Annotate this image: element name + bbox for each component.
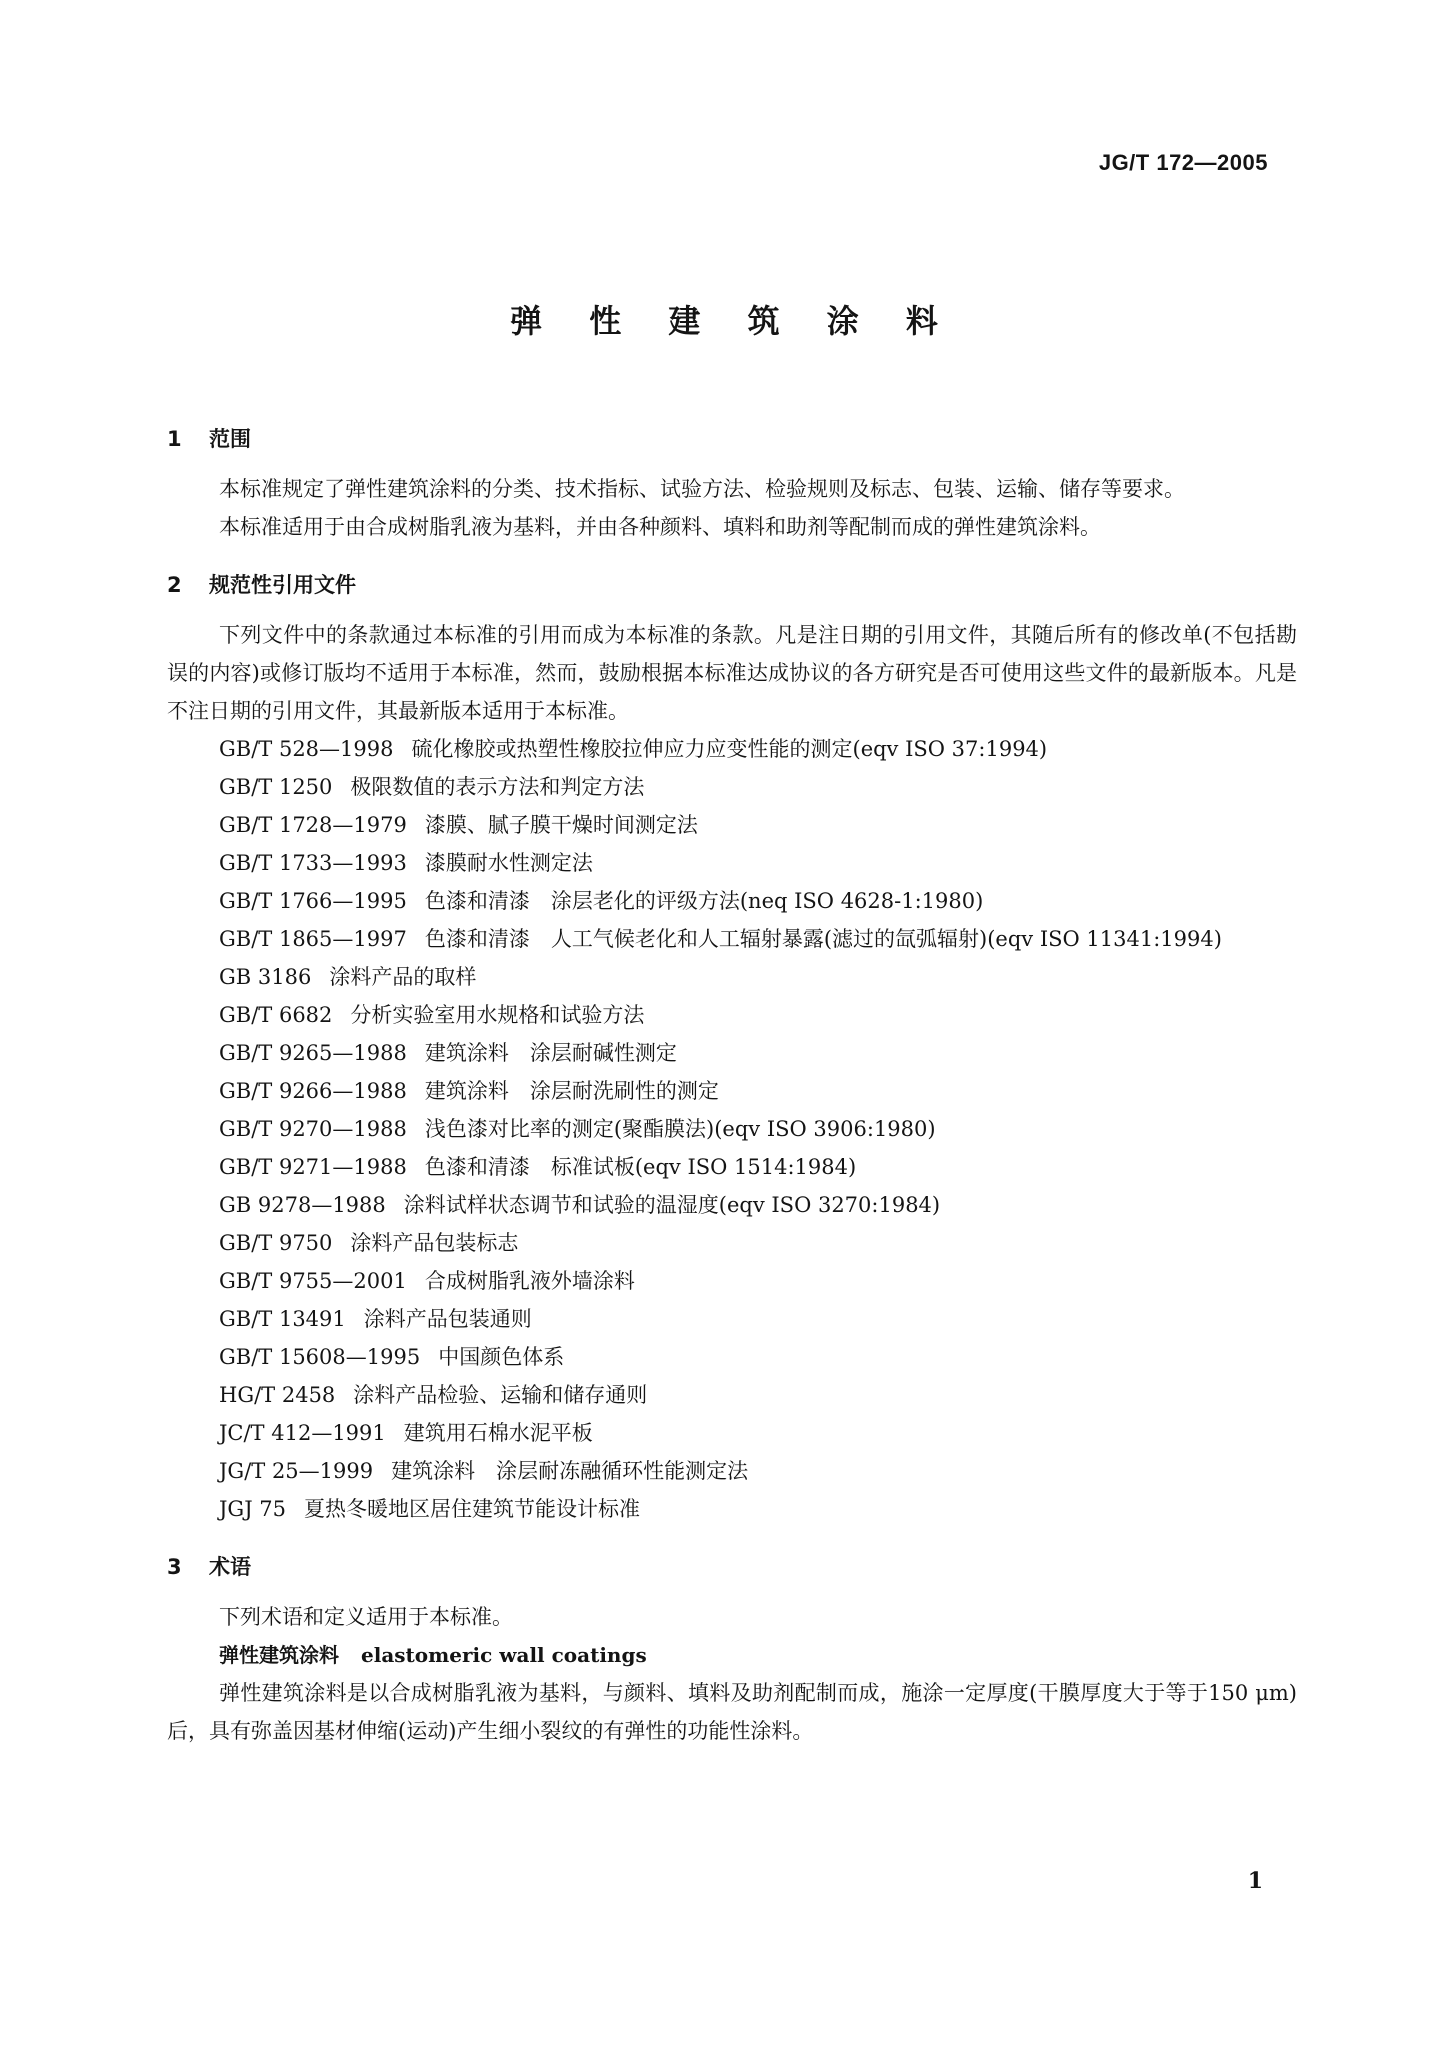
section-number: 1: [167, 427, 182, 451]
reference-title: 建筑涂料 涂层耐冻融循环性能测定法: [391, 1459, 749, 1483]
reference-title: 建筑涂料 涂层耐碱性测定: [424, 1041, 677, 1065]
reference-code: JGJ 75: [219, 1497, 287, 1521]
reference-code: GB/T 15608—1995: [219, 1345, 421, 1369]
reference-code: GB/T 9271—1988: [219, 1155, 407, 1179]
reference-code: GB/T 1766—1995: [219, 889, 407, 913]
section-title: 范围: [209, 427, 251, 451]
paragraph: 本标准规定了弹性建筑涂料的分类、技术指标、试验方法、检验规则及标志、包装、运输、储存等要求。: [219, 477, 1185, 501]
reference-code: GB/T 528—1998: [219, 737, 394, 761]
term-chinese: 弹性建筑涂料: [219, 1643, 339, 1667]
section-3-heading: [167, 1548, 1297, 1586]
reference-title: 色漆和清漆 涂层老化的评级方法(neq ISO 4628-1:1980): [424, 889, 984, 913]
reference-title: 合成树脂乳液外墙涂料: [424, 1269, 635, 1293]
reference-title: 涂料产品的取样: [329, 965, 477, 989]
reference-code: GB/T 1733—1993: [219, 851, 407, 875]
section-number: 2: [167, 573, 182, 597]
reference-title: 漆膜耐水性测定法: [424, 851, 593, 875]
reference-code: JC/T 412—1991: [219, 1421, 386, 1445]
reference-code: GB/T 9755—2001: [219, 1269, 407, 1293]
reference-item: [167, 920, 1297, 958]
reference-title: 涂料产品包装通则: [363, 1307, 532, 1331]
paragraph: 本标准适用于由合成树脂乳液为基料，并由各种颜料、填料和助剂等配制而成的弹性建筑涂料。: [219, 515, 1101, 539]
section-title: 规范性引用文件: [209, 573, 356, 597]
reference-item: [167, 1338, 1297, 1376]
term-definition: 弹性建筑涂料是以合成树脂乳液为基料，与颜料、填料及助剂配制而成，施涂一定厚度(干膜厚度大于等于150 μm)后，具有弥盖因基材伸缩(运动)产生细小裂纹的有弹性的功能性涂料。: [167, 1681, 1297, 1743]
reference-title: 中国颜色体系: [438, 1345, 565, 1369]
reference-item: [167, 1224, 1297, 1262]
reference-code: GB 3186: [219, 965, 312, 989]
reference-title: 涂料试样状态调节和试验的温湿度(eqv ISO 3270:1984): [403, 1193, 941, 1217]
reference-item: [167, 1148, 1297, 1186]
reference-title: 分析实验室用水规格和试验方法: [350, 1003, 645, 1027]
reference-title: 极限数值的表示方法和判定方法: [350, 775, 645, 799]
reference-item: [167, 958, 1297, 996]
section-title: 术语: [209, 1555, 251, 1579]
page-number: 1: [1247, 1868, 1263, 1894]
reference-item: [167, 730, 1297, 768]
section-number: 3: [167, 1555, 182, 1579]
reference-item: [167, 1262, 1297, 1300]
reference-title: 建筑用石棉水泥平板: [403, 1421, 593, 1445]
reference-code: HG/T 2458: [219, 1383, 336, 1407]
reference-item: [167, 882, 1297, 920]
reference-code: GB/T 1728—1979: [219, 813, 407, 837]
section-1-heading: [167, 420, 1297, 458]
reference-item: [167, 1072, 1297, 1110]
reference-code: GB/T 9266—1988: [219, 1079, 407, 1103]
reference-item: [167, 806, 1297, 844]
document-body: [167, 420, 1297, 1750]
term-entry: [167, 1636, 1297, 1674]
reference-code: GB/T 1865—1997: [219, 927, 407, 951]
reference-code: GB/T 9270—1988: [219, 1117, 407, 1141]
paragraph: 下列文件中的条款通过本标准的引用而成为本标准的条款。凡是注日期的引用文件，其随后所有的修改单(不包括勘误的内容)或修订版均不适用于本标准，然而，鼓励根据本标准达成协议的各方研究是否可使用这些文件的最新版本。凡是不注日期的引用文件，其最新版本适用于本标准。: [167, 623, 1297, 723]
reference-item: [167, 1034, 1297, 1072]
reference-title: 漆膜、腻子膜干燥时间测定法: [424, 813, 698, 837]
standard-code: JG/T 172—2005: [1098, 150, 1268, 175]
reference-item: [167, 1414, 1297, 1452]
reference-item: [167, 844, 1297, 882]
reference-title: 浅色漆对比率的测定(聚酯膜法)(eqv ISO 3906:1980): [424, 1117, 936, 1141]
reference-code: GB/T 6682: [219, 1003, 333, 1027]
reference-item: [167, 1490, 1297, 1528]
reference-title: 涂料产品检验、运输和储存通则: [353, 1383, 648, 1407]
term-english: elastomeric wall coatings: [361, 1643, 647, 1667]
reference-title: 建筑涂料 涂层耐洗刷性的测定: [424, 1079, 719, 1103]
reference-item: [167, 768, 1297, 806]
reference-item: [167, 1300, 1297, 1338]
reference-code: GB/T 9265—1988: [219, 1041, 407, 1065]
section-2-heading: [167, 566, 1297, 604]
reference-title: 色漆和清漆 标准试板(eqv ISO 1514:1984): [424, 1155, 857, 1179]
reference-code: GB/T 9750: [219, 1231, 333, 1255]
reference-code: GB/T 13491: [219, 1307, 346, 1331]
reference-title: 涂料产品包装标志: [350, 1231, 519, 1255]
reference-item: [167, 1376, 1297, 1414]
document-title: 弹 性 建 筑 涂 料: [510, 302, 956, 340]
reference-item: [167, 1110, 1297, 1148]
reference-title: 硫化橡胶或热塑性橡胶拉伸应力应变性能的测定(eqv ISO 37:1994): [411, 737, 1048, 761]
reference-code: GB/T 1250: [219, 775, 333, 799]
reference-list: [167, 730, 1297, 1528]
reference-code: GB 9278—1988: [219, 1193, 386, 1217]
reference-code: JG/T 25—1999: [219, 1459, 374, 1483]
reference-title: 色漆和清漆 人工气候老化和人工辐射暴露(滤过的氙弧辐射)(eqv ISO 11341:1994): [424, 927, 1222, 951]
reference-item: [167, 996, 1297, 1034]
reference-item: [167, 1452, 1297, 1490]
paragraph: 下列术语和定义适用于本标准。: [219, 1605, 513, 1629]
reference-item: [167, 1186, 1297, 1224]
reference-title: 夏热冬暖地区居住建筑节能设计标准: [304, 1497, 641, 1521]
